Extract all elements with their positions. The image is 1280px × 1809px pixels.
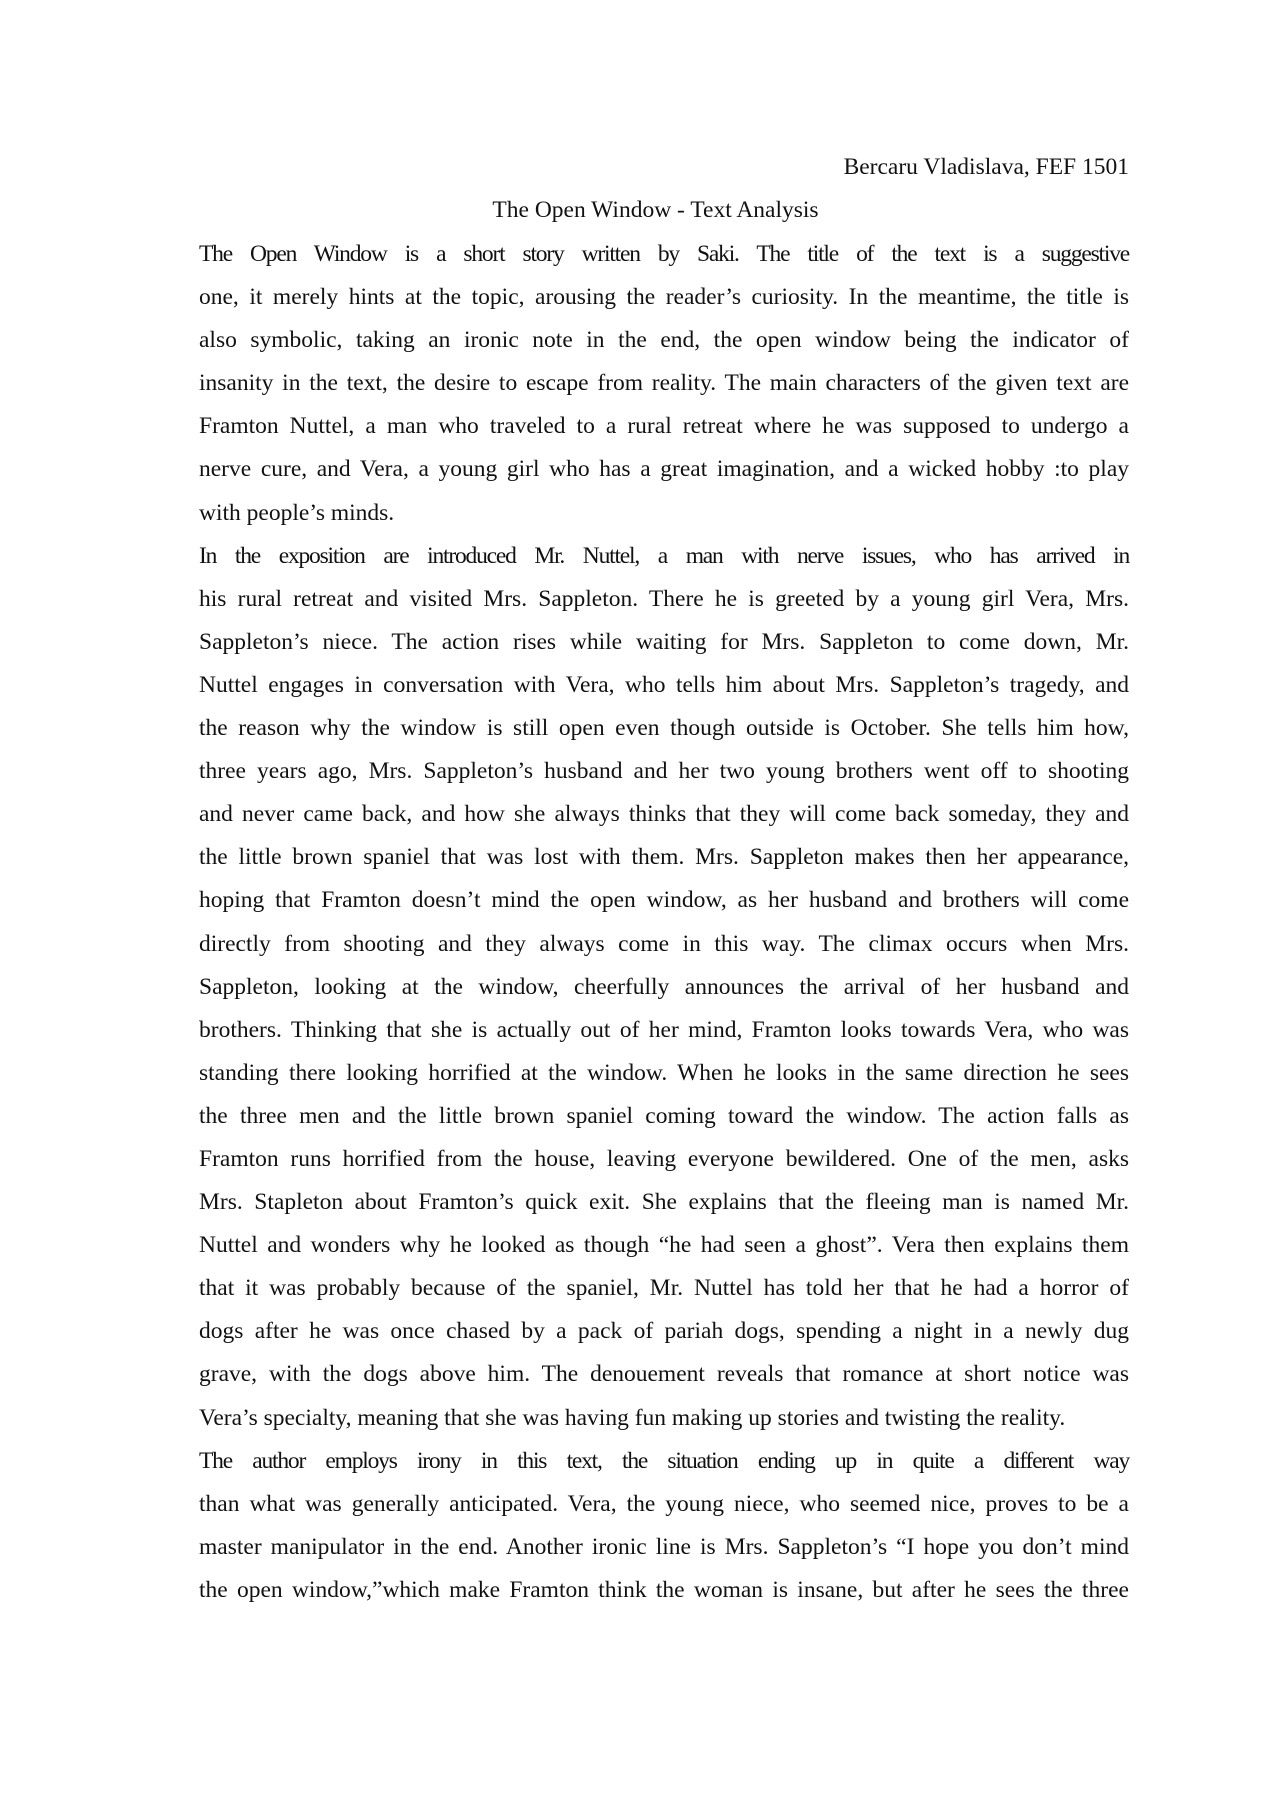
text-line: grave, with the dogs above him. The denouement reveals that romance at short notice was <box>199 1361 1129 1388</box>
text-line: Vera’s specialty, meaning that she was having fun making up stories and twisting the reality. <box>199 1404 1066 1431</box>
text-line: insanity in the text, the desire to escape from reality. The main characters of the given text are <box>199 370 1129 397</box>
text-line: master manipulator in the end. Another ironic line is Mrs. Sappleton’s “I hope you don’t mind <box>199 1533 1129 1560</box>
text-line: In the exposition are introduced Mr. Nuttel, a man with nerve issues, who has arrived in <box>199 542 1129 569</box>
author-line: Bercaru Vladislava, FEF 1501 <box>843 154 1129 180</box>
document-title: The Open Window - Text Analysis <box>492 197 819 223</box>
text-line: standing there looking horrified at the window. When he looks in the same direction he sees <box>199 1059 1129 1086</box>
text-line: directly from shooting and they always come in this way. The climax occurs when Mrs. <box>199 930 1129 957</box>
text-line: Sappleton, looking at the window, cheerfully announces the arrival of her husband and <box>199 973 1129 1000</box>
text-line: The Open Window is a short story written by Saki. The title of the text is a suggestive <box>199 241 1129 267</box>
text-line: dogs after he was once chased by a pack of pariah dogs, spending a night in a newly dug <box>199 1318 1129 1345</box>
text-line: three years ago, Mrs. Sappleton’s husband and her two young brothers went off to shooting <box>199 758 1129 785</box>
text-line: the open window,”which make Framton think the woman is insane, but after he sees the three <box>199 1576 1129 1603</box>
text-line: also symbolic, taking an ironic note in the end, the open window being the indicator of <box>199 327 1129 354</box>
text-line: and never came back, and how she always thinks that they will come back someday, they and <box>199 801 1129 828</box>
text-line: Nuttel and wonders why he looked as though “he had seen a ghost”. Vera then explains them <box>199 1232 1129 1259</box>
text-line: his rural retreat and visited Mrs. Sappleton. There he is greeted by a young girl Vera, Mrs. <box>199 585 1129 612</box>
text-line: than what was generally anticipated. Vera, the young niece, who seemed nice, proves to be a <box>199 1490 1129 1517</box>
text-line: Framton runs horrified from the house, leaving everyone bewildered. One of the men, asks <box>199 1145 1129 1172</box>
text-line: hoping that Framton doesn’t mind the open window, as her husband and brothers will come <box>199 887 1129 914</box>
text-line: the little brown spaniel that was lost with them. Mrs. Sappleton makes then her appearance, <box>199 844 1129 871</box>
text-line: brothers. Thinking that she is actually out of her mind, Framton looks towards Vera, who was <box>199 1016 1129 1043</box>
text-line: Mrs. Stapleton about Framton’s quick exit. She explains that the fleeing man is named Mr. <box>199 1189 1129 1216</box>
text-line: Sappleton’s niece. The action rises while waiting for Mrs. Sappleton to come down, Mr. <box>199 628 1129 655</box>
text-line: the reason why the window is still open even though outside is October. She tells him how, <box>199 715 1129 742</box>
paragraph <box>154 233 1129 535</box>
text-line: with people’s minds. <box>199 499 395 526</box>
text-line: The author employs irony in this text, the situation ending up in quite a different way <box>199 1447 1129 1474</box>
text-line: that it was probably because of the spaniel, Mr. Nuttel has told her that he had a horror of <box>199 1275 1129 1302</box>
paragraph <box>154 535 1129 1440</box>
text-line: one, it merely hints at the topic, arousing the reader’s curiosity. In the meantime, the title is <box>199 284 1129 311</box>
document-body <box>154 233 1129 1612</box>
paragraph <box>154 1440 1129 1612</box>
text-line: nerve cure, and Vera, a young girl who has a great imagination, and a wicked hobby :to play <box>199 456 1129 483</box>
text-line: Nuttel engages in conversation with Vera, who tells him about Mrs. Sappleton’s tragedy, and <box>199 671 1129 698</box>
text-line: the three men and the little brown spaniel coming toward the window. The action falls as <box>199 1102 1129 1129</box>
text-line: Framton Nuttel, a man who traveled to a rural retreat where he was supposed to undergo a <box>199 413 1129 440</box>
